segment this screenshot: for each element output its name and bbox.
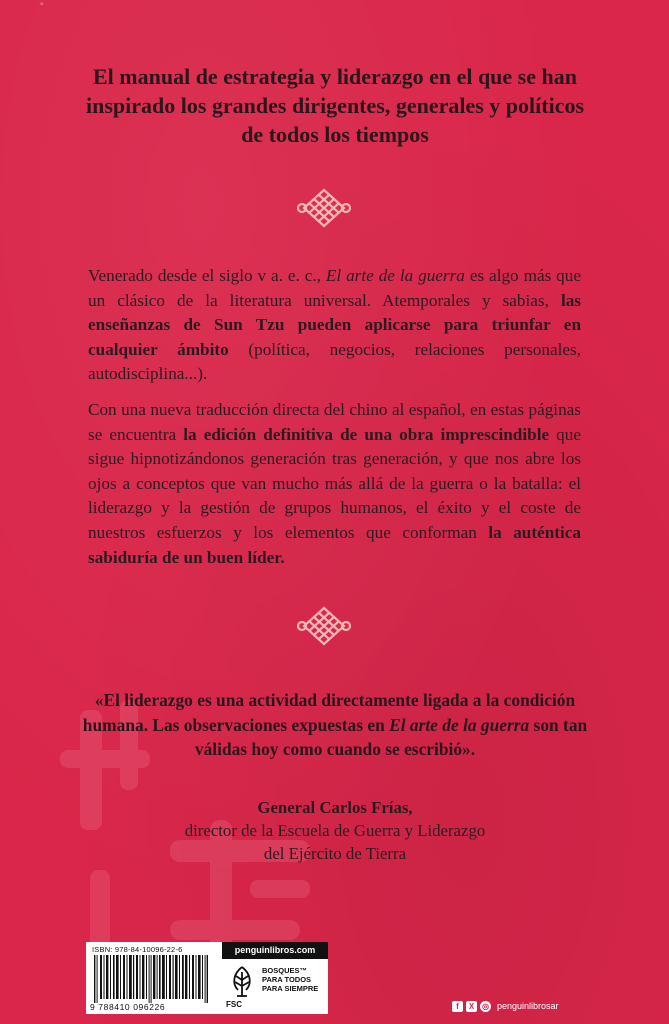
quote-book-title: El arte de la guerra (389, 714, 530, 735)
endless-knot-ornament-icon (296, 186, 352, 230)
social-handle: penguinlibrosar (497, 1001, 559, 1011)
social-handles (452, 999, 652, 1013)
heading: El manual de estrategia y liderazgo en el que se han inspirado los grandes dirigentes, generales y políticos de todos los tiempos (85, 64, 585, 147)
author-role-line-1: director de la Escuela de Guerra y Liderazgo (184, 821, 486, 840)
quote-text-a: «El liderazgo es una actividad directamente ligada a la condición humana. Las observaciones expuestas en (82, 690, 576, 735)
para1-text-a: Venerado desde el siglo v a. e. c., (88, 266, 326, 285)
barcode-icon (92, 955, 210, 1003)
corner-mark-icon: ◦ (40, 0, 44, 10)
fsc-slogan-line-1: BOSQUES™ (262, 966, 308, 975)
isbn-label: ISBN: 978-84-10096-22-6 (92, 945, 183, 954)
para1-bold: las enseñanzas de Sun Tzu pueden aplicarse para triunfar en cualquier ámbito (88, 290, 581, 359)
quote-text-b: son tan válidas hoy como cuando se escribió». (194, 714, 588, 759)
fsc-label: FSC (226, 1000, 242, 1009)
description-paragraph-2 (88, 398, 581, 570)
fsc-slogan (262, 966, 326, 993)
author-name: General Carlos Frías, (257, 798, 413, 817)
fsc-slogan-line-3: PARA SIEMPRE (262, 984, 319, 993)
para1-text-b: es algo más que un clásico de la literatura universal. Atemporales y sabias, (88, 266, 581, 310)
facebook-icon: f (452, 1001, 463, 1012)
para2-bold-b: la auténtica sabiduría de un buen líder. (88, 522, 581, 567)
para2-bold-a: la edición definitiva de una obra imprescindible (183, 424, 550, 444)
barcode-number: 9 788410 096226 (90, 1002, 166, 1012)
publisher-website: penguinlibros.com (222, 942, 328, 959)
author-role-line-2: del Ejército de Tierra (263, 844, 407, 863)
x-icon: X (466, 1001, 477, 1012)
endless-knot-ornament-icon (296, 604, 352, 648)
book-title-italic: El arte de la guerra (325, 266, 465, 285)
fsc-slogan-line-2: PARA TODOS (262, 975, 312, 984)
description-paragraph-1 (88, 264, 581, 387)
para1-text-c: (política, negocios, relaciones personales, autodisciplina...). (88, 339, 581, 384)
para2-text-a: Con una nueva traducción directa del chino al español, en estas páginas se encuentra (88, 400, 581, 444)
instagram-icon: ◎ (480, 1001, 491, 1012)
publisher-fsc-panel (222, 942, 328, 1014)
quote-attribution (80, 796, 590, 865)
testimonial-quote (80, 688, 590, 762)
para2-text-b: que sigue hipnotizándonos generación tras generación, y que nos abre los ojos a conceptos que van mucho más allá de la guerra o la batalla: el liderazgo y la gestión de grupos humanos, el éxito y el coste de nuestros esfuerzos y los elementos que conforman (88, 424, 581, 542)
fsc-tree-icon (227, 964, 257, 1004)
